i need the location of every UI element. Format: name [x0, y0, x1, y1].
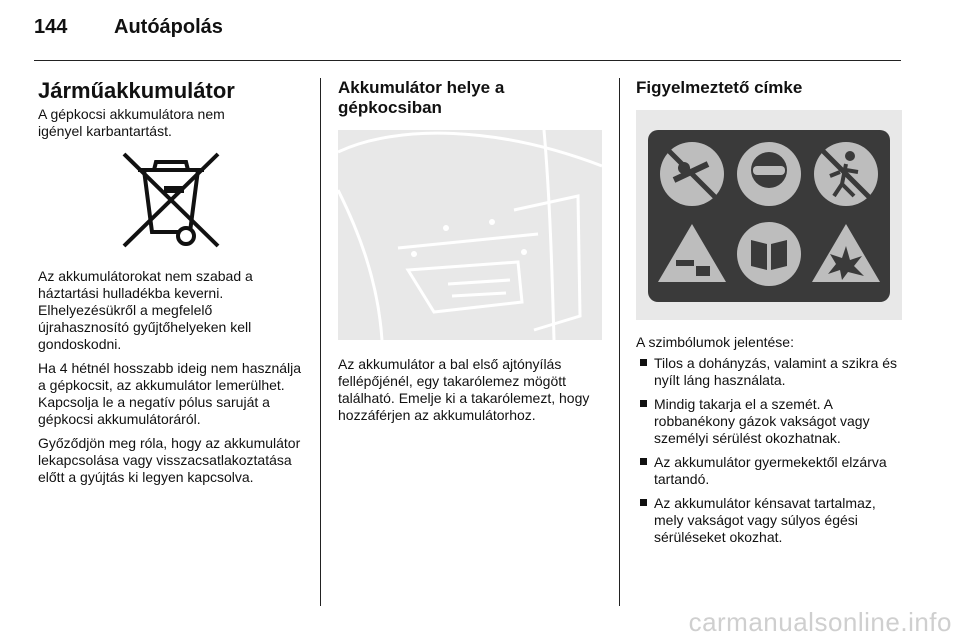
list-item: Tilos a dohányzás, valamint a szikra és nyílt láng használata. [636, 355, 902, 389]
list-item: Az akkumulátor gyermekektől elzárva tartandó. [636, 454, 902, 488]
section-title-warning-label: Figyelmeztető címke [636, 78, 803, 97]
read-manual-icon [737, 222, 801, 286]
column-warning-label [636, 78, 902, 553]
warning-label-image [636, 110, 902, 320]
page-header [34, 16, 223, 39]
section-title-battery: Járműakkumulátor [38, 78, 235, 103]
list-item: Az akkumulátor kénsavat tartalmaz, mely vakságot vagy súlyos égési sérüléseket okozhat. [636, 495, 902, 546]
section-title-location: Akkumulátor helye a gépkocsiban [338, 78, 505, 117]
battery-intro: A gépkocsi akkumulátora nem igényel karbantartást. [38, 106, 225, 139]
symbols-intro: A szimbólumok jelentése: [636, 334, 794, 350]
column-battery [38, 78, 306, 493]
keep-away-from-children-icon [814, 142, 878, 206]
header-rule [34, 60, 901, 61]
column-divider-2 [619, 78, 620, 606]
door-sill-step-cover-illustration [338, 130, 604, 340]
chapter-title: Autóápolás [114, 16, 223, 38]
symbols-list [636, 355, 902, 546]
crossed-out-wheelie-bin-icon [116, 150, 306, 254]
battery-paragraph: Az akkumulátorokat nem szabad a háztartási hulladékba keverni. Elhelyezésükről a megfelelő újrahasznosító gyűjtőhelyeken kell gondoskodni. [38, 268, 253, 352]
battery-paragraph: Győződjön meg róla, hogy az akkumulátor lekapcsolása vagy visszacsatlakoztatása előtt a gyújtás ki legyen kapcsolva. [38, 435, 301, 485]
column-divider-1 [320, 78, 321, 606]
list-item: Mindig takarja el a szemét. A robbanékony gázok vakságot vagy személyi sérülést okozhatnak. [636, 396, 902, 447]
eye-protection-icon [737, 142, 801, 206]
battery-paragraph: Ha 4 hétnél hosszabb ideig nem használja a gépkocsit, az akkumulátor lemerülhet. Kapcsolja le a negatív pólus saruját a gépkocsi akkumulátoráról. [38, 360, 302, 427]
watermark: carmanualsonline.info [688, 607, 952, 637]
no-smoking-no-flame-icon [660, 142, 724, 206]
page-number: 144 [34, 16, 68, 38]
column-location [338, 78, 604, 431]
location-caption: Az akkumulátor a bal első ajtónyílás fellépőjénél, egy takarólemez mögött található. Emelje ki a takarólemezt, hogy hozzáférjen az akkumulátorhoz. [338, 356, 590, 423]
